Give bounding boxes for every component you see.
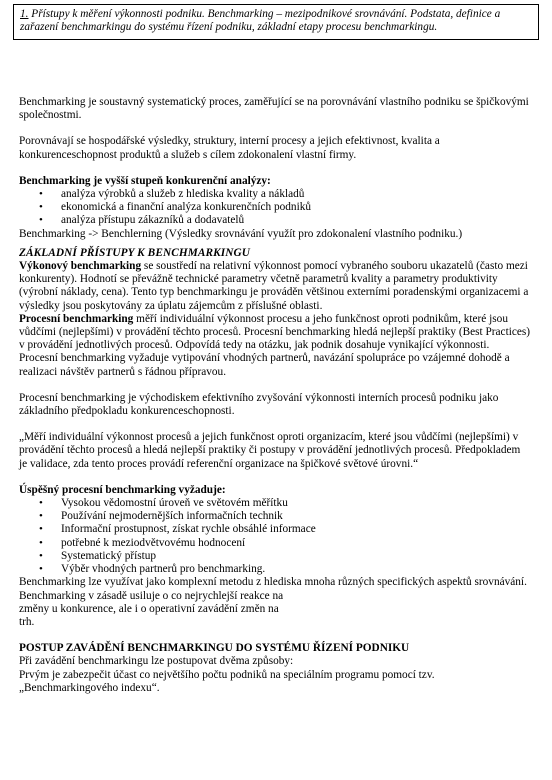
process-basis-paragraph: Procesní benchmarking je východiskem efektivního zvyšování výkonnosti interních procesů podniku jako základního předpokladu konkurenceschopnosti. [19, 391, 499, 418]
process-benchmarking-text: měří individuální výkonnost procesu a jeho funkčnost oproti podnikům, které jsou vůdčími (nejlepšími) v provádění těchto procesů. Procesní benchmarking hledá nejlepší praktiky (Best Practices) v provádění jednotlivých procesů. Odpovídá tedy na otázku, jak podnik dosahuje vynikající výkonnosti. Procesní benchmarking vyžaduje vytipování vhodných partnerů, navázání spolupráce po vzájemné dohodě a realizaci návštěv partnerů s řádnou přípravou. [19, 312, 531, 378]
requirements-tail-1: Benchmarking lze využívat jako komplexní metodu z hlediska mnoha různých specifických aspektů srovnávání. Benchmarking v zásadě usiluje o co nejrychlejší reakce na [19, 576, 527, 602]
list-item: • ekonomická a finanční analýza konkurenčních podniků [19, 201, 531, 214]
list-item: • potřebné k meziodvětvovému hodnocení [19, 537, 531, 550]
requirements-heading: Úspěšný procesní benchmarking vyžaduje: [19, 483, 226, 496]
approaches-heading: ZÁKLADNÍ PŘÍSTUPY K BENCHMARKINGU [19, 246, 251, 259]
list-item: • Systematický přístup [19, 550, 531, 563]
comparison-paragraph: Porovnávají se hospodářské výsledky, struktury, interní procesy a jejich efektivnost, kvalita a konkurenceschopnost produktů a služeb s cílem zdokonalení vlastní firmy. [19, 135, 440, 161]
requirements-tail-2: změny u konkurence, ale i o operativní zavádění změn na [19, 602, 279, 615]
list-item: • analýza výrobků a služeb z hlediska kvality a nákladů [19, 188, 531, 201]
process-benchmarking-paragraph [19, 313, 531, 379]
analysis-list [19, 188, 531, 228]
list-item: • Vysokou vědomostní úroveň ve světovém měřítku [19, 497, 531, 510]
list-item: • Informační prostupnost, získat rychle obsáhlé informace [19, 523, 531, 536]
question-number: 1. [20, 8, 29, 20]
procedure-line-3: „Benchmarkingového indexu“. [19, 681, 160, 694]
performance-benchmarking-text: se soustředí na relativní výkonnost pomocí vybraného souboru ukazatelů (často mezi konkurenty). Hodnotí se převážně technické parametry včetně parametrů kvality a parametry produktivity (výrobní náklady, cena). Tento typ benchmarkingu je prováděn většinou externími poradenskými organizacemi a výsledky jsou poskytovány za úplatu zájemcům z příslušné oblasti. [19, 260, 529, 312]
document-content [19, 96, 531, 695]
process-benchmarking-term: Procesní benchmarking [19, 312, 134, 325]
requirements-tail-3: trh. [19, 615, 35, 628]
question-text: Přístupy k měření výkonnosti podniku. Benchmarking – mezipodnikové srovnávání. Podstata, definice a zařazení benchmarkingu do systému řízení podniku, základní etapy procesu benchmarkingu. [20, 8, 501, 34]
procedure-line-2: Prvým je zabezpečit účast co největšího počtu podniků na speciálním programu pomocí tzv. [19, 668, 435, 681]
benchlearning-line: Benchmarking -> Benchlerning (Výsledky srovnávání využít pro zdokonalení vlastního podniku.) [19, 227, 463, 240]
list-item: • Používání nejmodernějších informačních technik [19, 510, 531, 523]
analysis-heading: Benchmarking je vyšší stupeň konkurenční analýzy: [19, 174, 271, 187]
list-item: • Výběr vhodných partnerů pro benchmarking. [19, 563, 531, 576]
definition-quote: „Měří individuální výkonnost procesů a jejich funkčnost oproti organizacím, které jsou vůdčími (nejlepšími) v provádění těchto procesů a hledá nejlepší praktiky či postupy v provádění jednotlivých procesů. Předpokladem je validace, zda tento proces provádí referenční organizace na špičkové světové úrovni.“ [19, 431, 521, 470]
intro-paragraph: Benchmarking je soustavný systematický proces, zaměřující se na porovnávání vlastního podniku se špičkovými společnostmi. [19, 96, 529, 122]
procedure-heading: POSTUP ZAVÁDĚNÍ BENCHMARKINGU DO SYSTÉMU ŘÍZENÍ PODNIKU [19, 642, 410, 655]
requirements-list [19, 497, 531, 576]
performance-benchmarking-term: Výkonový benchmarking [19, 260, 142, 273]
list-item: • analýza přístupu zákazníků a dodavatelů [19, 214, 531, 227]
question-header-box [13, 4, 539, 40]
performance-benchmarking-paragraph [19, 260, 531, 313]
procedure-line-1: Při zavádění benchmarkingu lze postupovat dvěma způsoby: [19, 655, 294, 668]
